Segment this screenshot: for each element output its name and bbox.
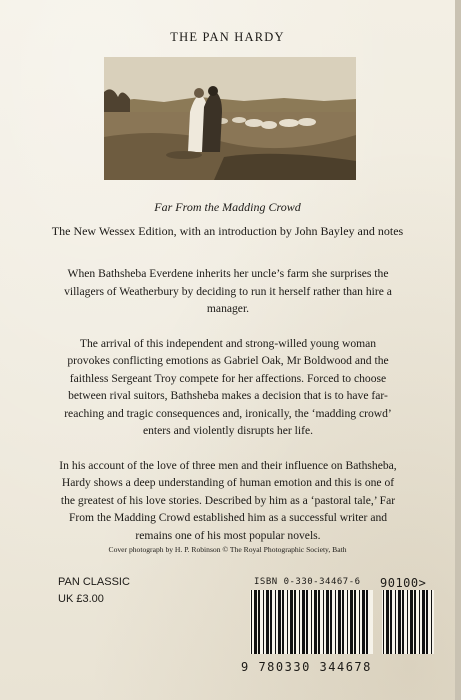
price-barcode [382, 590, 434, 654]
barcode-bar [359, 590, 360, 654]
barcode-bar [354, 590, 356, 654]
barcode-bar [282, 590, 284, 654]
ean-barcode [250, 590, 373, 654]
barcode-bar [338, 590, 341, 654]
barcode-bar [422, 590, 425, 654]
ean-number: 9 780330 344678 [241, 660, 372, 674]
barcode-bar [330, 590, 332, 654]
barcode-bar [362, 590, 365, 654]
barcode-bar [263, 590, 264, 654]
barcode-bar [383, 590, 384, 654]
barcode-bar [302, 590, 305, 654]
barcode-bar [414, 590, 416, 654]
barcode-bar [350, 590, 353, 654]
barcode-bar [431, 590, 432, 654]
barcode-bar [294, 590, 296, 654]
barcode-bar [275, 590, 276, 654]
barcode-bar [306, 590, 308, 654]
barcode-bar [299, 590, 300, 654]
barcode-bar [278, 590, 281, 654]
barcode-bar [335, 590, 336, 654]
imprint-line: PAN CLASSIC [58, 576, 130, 588]
barcode-bar [386, 590, 389, 654]
edition-note: The New Wessex Edition, with an introduction by John Bayley and notes [51, 224, 404, 238]
blurb-paragraph: In his account of the love of three men and their influence on Bathsheba, Hardy shows a deep understanding of human emotion and this is one of the greatest of his love stories. Described by him as a ‘pastoral tale,’ Far From the Madding Crowd established him as a successful writer and remains one of his most popular novels. [59, 458, 397, 542]
barcode-bar [258, 590, 260, 654]
barcode-bar [287, 590, 288, 654]
barcode-bar [395, 590, 396, 654]
barcode-bar [251, 590, 252, 654]
blurb [58, 265, 398, 561]
book-title: Far From the Madding Crowd [154, 200, 301, 214]
cover-photograph [104, 57, 356, 180]
photo-credit: Cover photograph by H. P. Robinson © The Royal Photographic Society, Bath [108, 545, 347, 554]
barcode-bar [407, 590, 408, 654]
blurb-paragraph: When Bathsheba Everdene inherits her uncle’s farm she surprises the villagers of Weatherbury by deciding to run it herself rather than hire a manager. [64, 267, 392, 315]
barcode-bar [347, 590, 348, 654]
barcode-bar [290, 590, 293, 654]
imprint [58, 574, 130, 608]
barcode-bar [318, 590, 320, 654]
barcode-bar [326, 590, 329, 654]
barcode-bar [419, 590, 420, 654]
isbn-label: ISBN 0-330-34467-6 [254, 577, 361, 587]
barcode-bar [426, 590, 428, 654]
blurb-paragraph: The arrival of this independent and strong-willed young woman provokes conflicting emotions as Gabriel Oak, Mr Boldwood and the faithless Sergeant Troy compete for her affections. Forced to choose between rival suitors, Bathsheba makes a decision that is to have far-reaching and tragic consequences and, ironically, the ‘madding crowd’ enters and violently disrupts her life. [64, 336, 392, 437]
barcode-bar [366, 590, 368, 654]
barcode-bar [342, 590, 344, 654]
barcode-bar [410, 590, 413, 654]
barcode-bar [266, 590, 269, 654]
barcode-bar [390, 590, 392, 654]
barcode-bar [323, 590, 324, 654]
price-code: 90100> [380, 576, 427, 590]
barcode-bar [398, 590, 401, 654]
barcode-bar [314, 590, 317, 654]
edition-info [0, 195, 455, 243]
barcode-bar [254, 590, 257, 654]
series-title: THE PAN HARDY [170, 30, 285, 44]
price-line: UK £3.00 [58, 593, 104, 605]
two-women-with-sheep-photo-icon [104, 57, 356, 180]
barcode-bar [311, 590, 312, 654]
barcode-bar [402, 590, 404, 654]
barcode-bar [270, 590, 272, 654]
